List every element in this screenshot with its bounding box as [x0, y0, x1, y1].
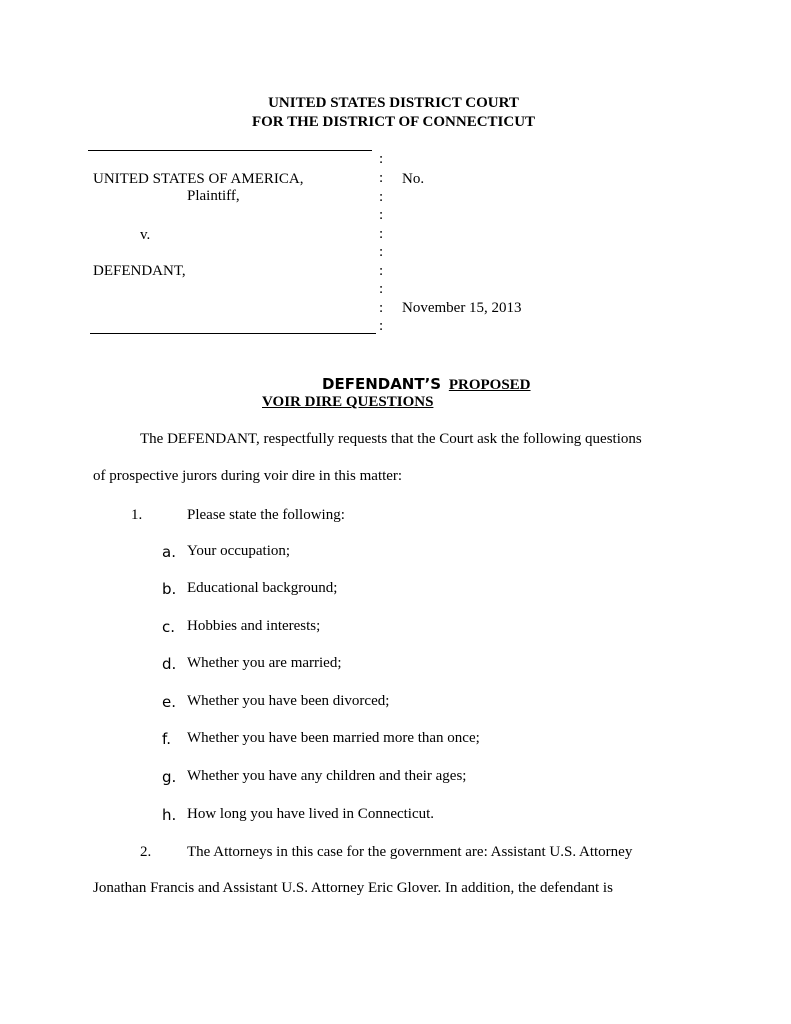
subitem-text: How long you have lived in Connecticut. [187, 806, 435, 822]
question-2-line1: The Attorneys in this case for the government are: Assistant U.S. Attorney [187, 844, 633, 860]
subitem-letter: f. [162, 730, 171, 748]
defendant-name: DEFENDANT, [93, 263, 186, 279]
caption-colon: : [379, 263, 384, 279]
caption-colon: : [379, 318, 384, 334]
question-1-number: 1. [131, 507, 143, 523]
question-1-text: Please state the following: [187, 507, 345, 523]
subitem-letter: g. [162, 768, 177, 786]
caption-colon: : [379, 189, 384, 205]
subitem-letter: c. [162, 618, 176, 636]
subitem-text: Whether you have any children and their ages; [187, 768, 467, 784]
title-defendant: DEFENDANT’S [322, 375, 442, 393]
court-name-line2: FOR THE DISTRICT OF CONNECTICUT [251, 114, 536, 130]
subitem-text: Whether you are married; [187, 655, 342, 671]
document-title-line2: VOIR DIRE QUESTIONS [262, 394, 434, 410]
caption-colon: : [379, 151, 384, 167]
caption-colon: : [379, 170, 384, 186]
intro-line2: of prospective jurors during voir dire in this matter: [93, 468, 403, 484]
subitem-text: Educational background; [187, 580, 338, 596]
subitem-letter: d. [162, 655, 177, 673]
caption-colon: : [379, 281, 384, 297]
caption-colon: : [379, 226, 384, 242]
subitem-text: Your occupation; [187, 543, 291, 559]
subitem-letter: b. [162, 580, 177, 598]
subitem-text: Hobbies and interests; [187, 618, 321, 634]
case-number-label: No. [402, 171, 425, 187]
caption-colon: : [379, 207, 384, 223]
subitem-letter: h. [162, 806, 177, 824]
court-name-line1: UNITED STATES DISTRICT COURT [268, 95, 519, 111]
subitem-letter: e. [162, 693, 176, 711]
plaintiff-role: Plaintiff, [187, 188, 240, 204]
subitem-text: Whether you have been divorced; [187, 693, 390, 709]
title-proposed: PROPOSED [448, 377, 531, 393]
subitem-letter: a. [162, 543, 176, 561]
document-title-line1 [322, 375, 531, 394]
caption-bottom-rule [90, 333, 376, 334]
caption-top-rule [88, 150, 372, 151]
question-2-line2: Jonathan Francis and Assistant U.S. Attorney Eric Glover. In addition, the defendant is [93, 880, 613, 896]
versus: v. [140, 227, 151, 243]
question-2-number: 2. [140, 844, 152, 860]
caption-colon: : [379, 300, 384, 316]
caption-colon: : [379, 244, 384, 260]
intro-line1: The DEFENDANT, respectfully requests that the Court ask the following questions [140, 431, 642, 447]
filing-date: November 15, 2013 [402, 300, 522, 316]
plaintiff-name: UNITED STATES OF AMERICA, [93, 171, 304, 187]
subitem-text: Whether you have been married more than once; [187, 730, 480, 746]
